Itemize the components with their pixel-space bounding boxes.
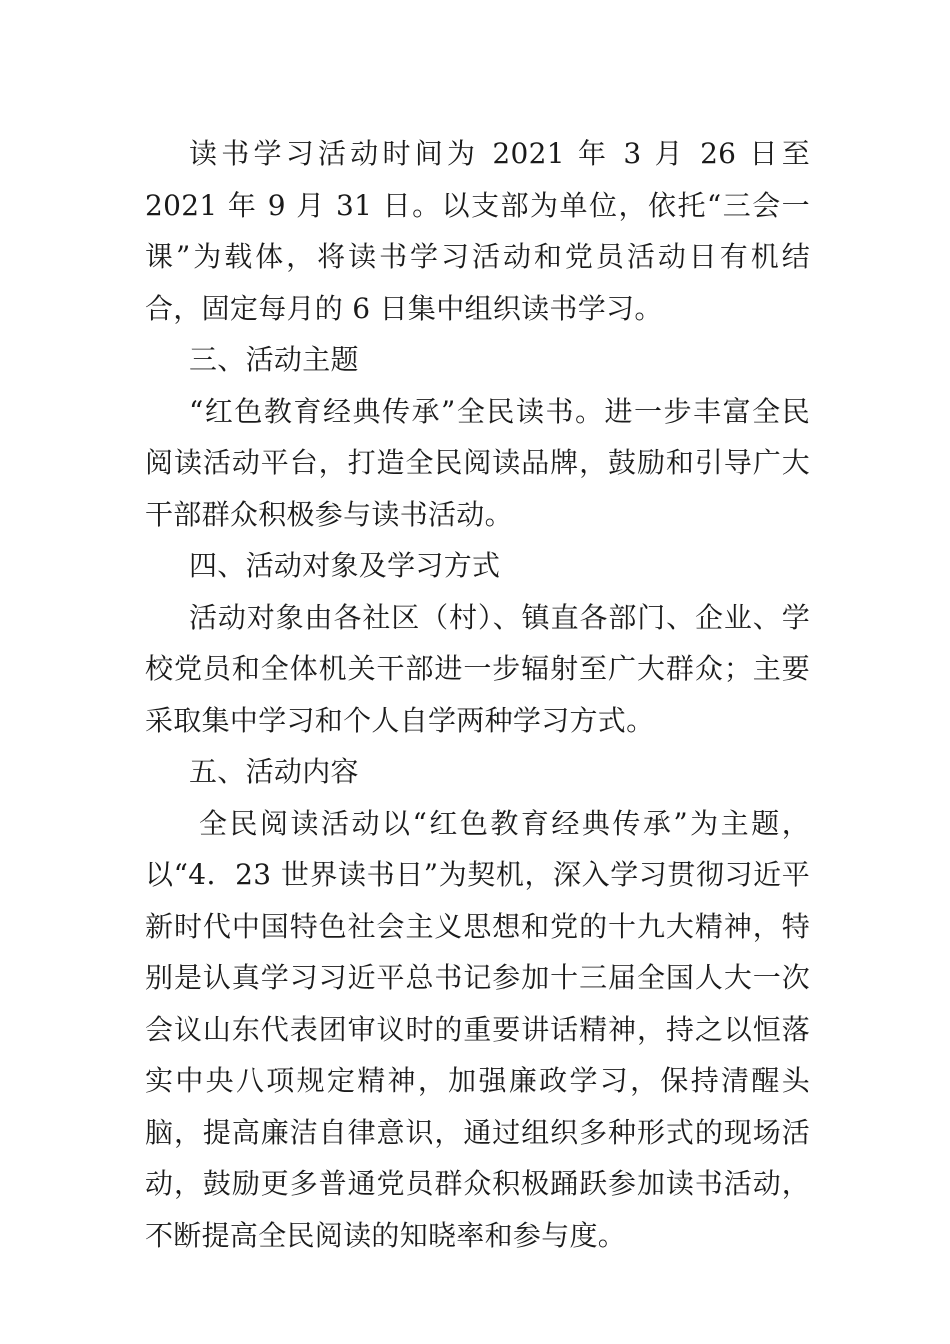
section-heading-theme: 三、活动主题 [189,343,359,376]
paragraph-participants: 活动对象由各社区（村）、镇直各部门、企业、学校党员和全体机关干部进一步辐射至广大群众；主要采取集中学习和个人自学两种学习方式。 [145,600,810,737]
document-body [145,128,810,1261]
paragraph-theme: “红色教育经典传承”全民读书。进一步丰富全民阅读活动平台，打造全民阅读品牌，鼓励和引导广大干部群众积极参与读书活动。 [145,394,810,531]
section-heading-content: 五、活动内容 [189,755,359,788]
paragraph-content: 全民阅读活动以“红色教育经典传承”为主题，以“4．23 世界读书日”为契机，深入学习贯彻习近平新时代中国特色社会主义思想和党的十九大精神，特别是认真学习习近平总书记参加十三届全国人大一次会议山东代表团审议时的重要讲话精神，持之以恒落实中央八项规定精神，加强廉政学习，保持清醒头脑，提高廉洁自律意识，通过组织多种形式的现场活动，鼓励更多普通党员群众积极踊跃参加读书活动，不断提高全民阅读的知晓率和参与度。 [145,806,810,1252]
paragraph-activity-time: 读书学习活动时间为 2021 年 3 月 26 日至 2021 年 9 月 31 日。以支部为单位，依托“三会一课”为载体，将读书学习活动和党员活动日有机结合，固定每月的 6 日集中组织读书学习。 [145,137,810,325]
section-heading-participants: 四、活动对象及学习方式 [189,549,501,582]
